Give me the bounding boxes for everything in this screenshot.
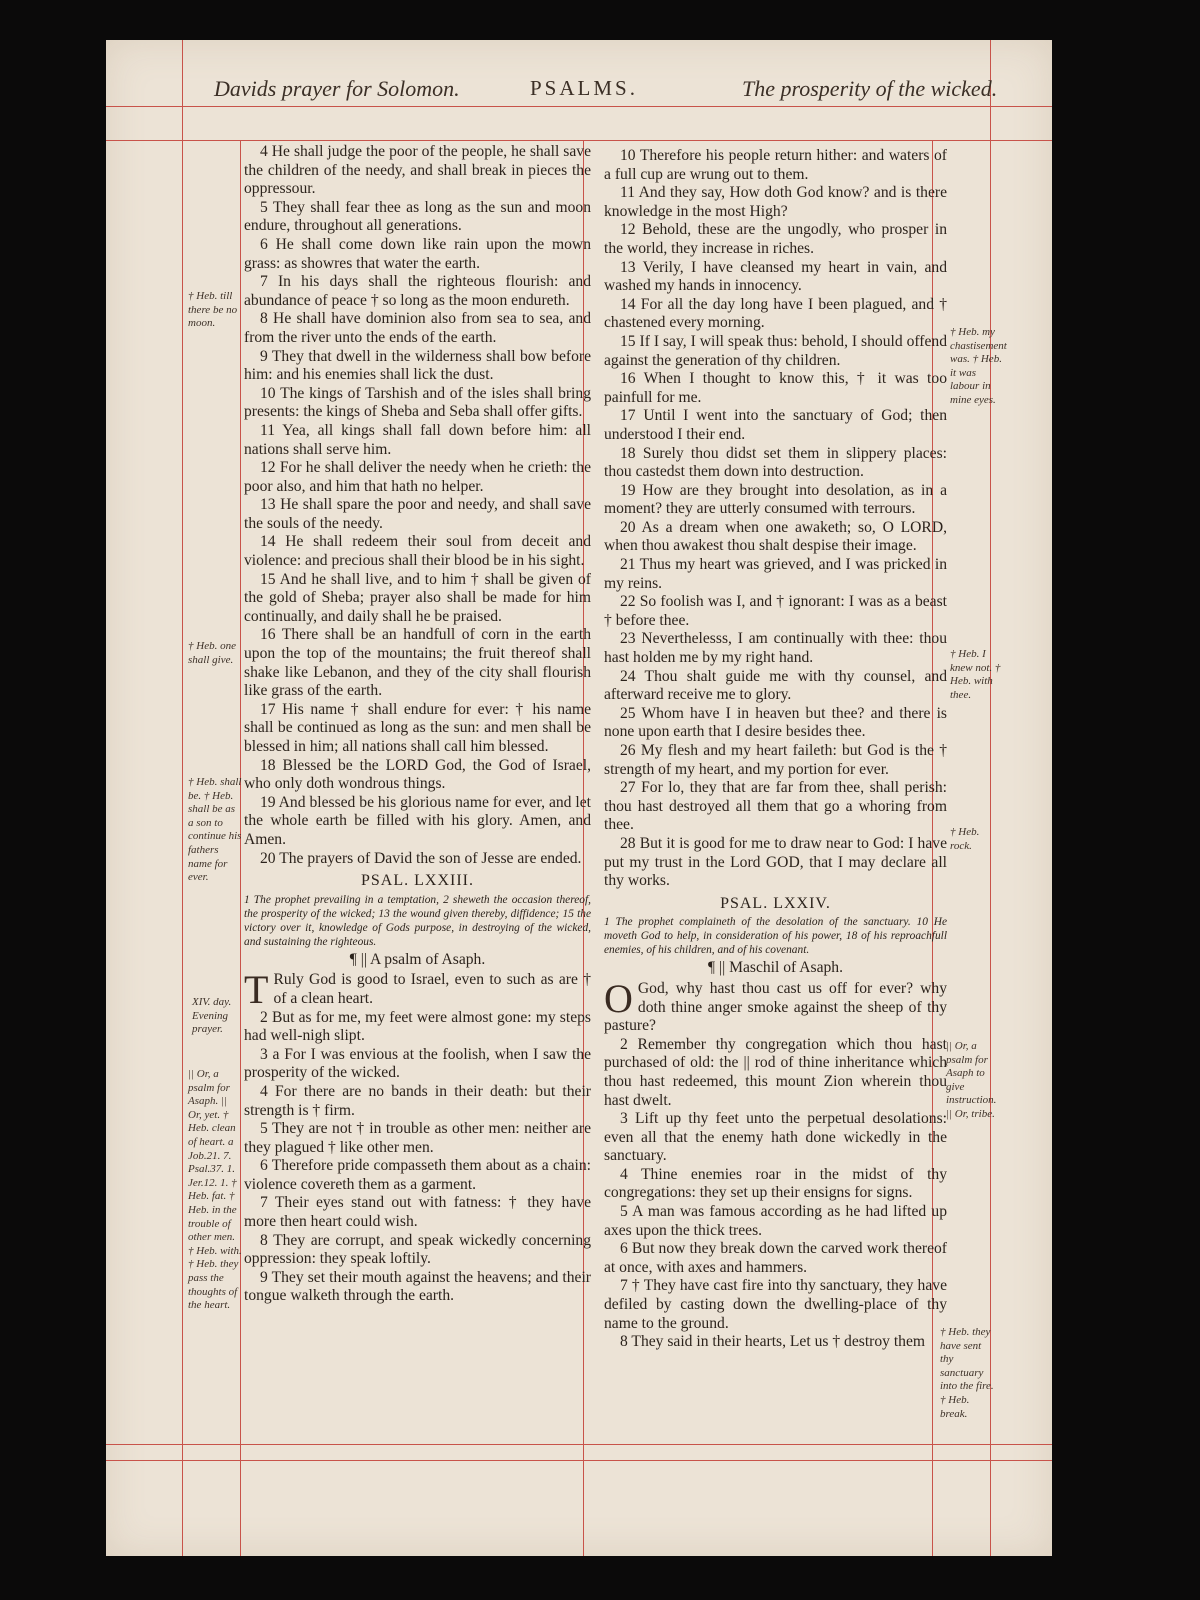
column-left — [244, 143, 591, 1306]
psalm-73-verse-1-text: Ruly God is good to Israel, even to such as are † of a clean heart. — [273, 971, 591, 1007]
verse: 7 Their eyes stand out with fatness: † they have more then heart could wish. — [244, 1194, 591, 1231]
verse: 18 Surely thou didst set them in slippery places: thou castedst them down into destruction. — [604, 444, 947, 481]
verse: 16 When I thought to know this, † it was too painfull for me. — [604, 370, 947, 406]
verse: 5 They are not † in trouble as other men: neither are they plagued † like other men. — [244, 1120, 591, 1156]
verse: 7 In his days shall the righteous flourish: and abundance of peace † so long as the moon endureth. — [244, 273, 591, 309]
verse: 20 The prayers of David the son of Jesse are ended. — [260, 849, 582, 867]
verse: 7 † They have cast fire into thy sanctuary, they have defiled by casting down the dwelling-place of thy name to the ground. — [604, 1277, 947, 1332]
verse: 11 And they say, How doth God know? and is there knowledge in the most High? — [604, 184, 947, 220]
verse: 9 They set their mouth against the heavens; and their tongue walketh through the earth. — [244, 1268, 591, 1305]
verse: 5 A man was famous according as he had lifted up axes upon the thick trees. — [604, 1203, 947, 1239]
verse: 27 For lo, they that are far from thee, shall perish: thou hast destroyed all them that go a whoring from thee. — [604, 779, 947, 834]
psalm-73-summary: 1 The prophet prevailing in a temptation, 2 sheweth the occasion thereof, the prosperity of the wicked; 13 the wound given thereby, diffidence; 15 the victory over it, knowledge of Gods purpose, in destroying of the wicked, and sustaining the righteous. — [244, 893, 591, 948]
verse: 13 He shall spare the poor and needy, and shall save the souls of the needy. — [244, 496, 591, 532]
psalm-72-verses — [244, 143, 591, 868]
verse: 28 But it is good for me to draw near to God: I have put my trust in the Lord GOD, that I may declare all thy works. — [604, 834, 947, 890]
verse: 22 So foolish was I, and † ignorant: I was as a beast † before thee. — [604, 593, 947, 629]
verse: 13 Verily, I have cleansed my heart in vain, and washed my hands in innocency. — [604, 258, 947, 295]
verse: 2 But as for me, my feet were almost gone: my steps had well-nigh slipt. — [244, 1008, 591, 1045]
verse: 11 Yea, all kings shall fall down before him: all nations shall serve him. — [244, 421, 591, 458]
column-right — [604, 147, 947, 1352]
verse: 23 Neverthelesss, I am continually with thee: thou hast holden me by my right hand. — [604, 630, 947, 667]
verse: 24 Thou shalt guide me with thy counsel, and afterward receive me to glory. — [604, 667, 947, 704]
verse: 10 The kings of Tarshish and of the isles shall bring presents: the kings of Sheba and Seba shall offer gifts. — [244, 384, 591, 421]
verse: 20 As a dream when one awaketh; so, O LORD, when thou awakest thou shalt despise their image. — [604, 518, 947, 555]
verse: 9 They that dwell in the wilderness shall bow before him: and his enemies shall lick the dust. — [244, 347, 591, 384]
verse: 14 He shall redeem their soul from deceit and violence: and precious shall their blood be in his sight. — [244, 533, 591, 570]
psalm-73-heading: PSAL. LXXIII. — [361, 872, 474, 890]
margin-note-left-4: XIV. day. Evening prayer. — [192, 996, 232, 1036]
psalm-73-verse-1 — [244, 967, 591, 1013]
psalm-74-verse-1-text: God, why hast thou cast us off for ever? why doth thine anger smoke against the sheep of thy pasture? — [604, 979, 947, 1035]
psalm-73-verses-a — [244, 1009, 591, 1307]
running-head-right: The prosperity of the wicked. — [742, 76, 998, 101]
rule-head — [106, 140, 1052, 141]
verse: 21 Thus my heart was grieved, and I was pricked in my reins. — [604, 556, 947, 592]
margin-note-right-4: || Or, a psalm for Asaph to give instruction. || Or, tribe. — [946, 1040, 997, 1120]
psalm-73-title: ¶ || A psalm of Asaph. — [349, 950, 486, 968]
verse: 12 For he shall deliver the needy when he crieth: the poor also, and him that hath no helper. — [244, 459, 591, 495]
verse: 18 Blessed be the LORD God, the God of Israel, who only doth wondrous things. — [244, 756, 591, 793]
rule-bottom-2 — [106, 1460, 1052, 1461]
verse: 5 They shall fear thee as long as the sun and moon endure, throughout all generations. — [244, 198, 591, 235]
verse: 4 For there are no bands in their death: but their strength is † firm. — [244, 1082, 591, 1119]
verse: 3 Lift up thy feet unto the perpetual desolations: even all that the enemy hath done wickedly in the sanctuary. — [604, 1110, 947, 1165]
drop-cap-o: O — [604, 975, 633, 1021]
psalm-74-title: ¶ || Maschil of Asaph. — [707, 959, 843, 977]
verse: 10 Therefore his people return hither: and waters of a full cup are wrung out to them. — [604, 147, 947, 183]
margin-note-right-2: † Heb. I knew not. † Heb. with thee. — [950, 648, 1001, 701]
verse: 17 Until I went into the sanctuary of God; then understood I their end. — [604, 407, 947, 443]
drop-cap-t: T — [244, 967, 269, 1013]
psalm-74-heading: PSAL. LXXIV. — [720, 894, 831, 912]
rule-bottom-1 — [106, 1444, 1052, 1445]
verse: 8 They are corrupt, and speak wickedly concerning oppression: they speak loftily. — [244, 1231, 591, 1268]
verse: 4 Thine enemies roar in the midst of thy congregations: they set up their ensigns for signs. — [604, 1165, 947, 1202]
margin-note-left-2: † Heb. one shall give. — [188, 640, 236, 666]
margin-note-left-1: † Heb. till there be no moon. — [188, 290, 238, 330]
running-head-left: Davids prayer for Solomon. — [214, 76, 460, 101]
psalm-74-verse-1 — [604, 975, 947, 1036]
margin-note-right-5: † Heb. they have sent thy sanctuary into the fire. † Heb. break. — [940, 1326, 994, 1420]
verse: 4 He shall judge the poor of the people, he shall save the children of the needy, and shall break in pieces the oppressour. — [244, 143, 591, 198]
verse: 16 There shall be an handfull of corn in the earth upon the top of the mountains; the fruit thereof shall shake like Lebanon, and they of the city shall flourish like grass of the earth. — [244, 626, 591, 700]
verse: 15 If I say, I will speak thus: behold, I should offend against the generation of thy children. — [604, 332, 947, 369]
running-head — [0, 70, 998, 110]
verse: 26 My flesh and my heart faileth: but God is the † strength of my heart, and my portion for ever. — [604, 742, 947, 778]
verse: 12 Behold, these are the ungodly, who prosper in the world, they increase in riches. — [604, 221, 947, 257]
verse: 6 Therefore pride compasseth them about as a chain: violence covereth them as a garment. — [244, 1157, 591, 1193]
verse: 14 For all the day long have I been plagued, and † chastened every morning. — [604, 295, 947, 332]
psalm-74-summary: 1 The prophet complaineth of the desolation of the sanctuary. 10 He moveth God to help, in consideration of his power, 18 of his reproachfull enemies, of his children, and of his covenant. — [604, 916, 947, 957]
running-head-center: PSALMS. — [530, 76, 638, 100]
verse: 15 And he shall live, and to him † shall be given of the gold of Sheba; prayer also shall be made for him continually, and daily shall he be praised. — [244, 570, 591, 625]
verse: 8 He shall have dominion also from sea to sea, and from the river unto the ends of the earth. — [244, 310, 591, 346]
verse: 6 He shall come down like rain upon the mown grass: as showres that water the earth. — [244, 235, 591, 272]
psalm-73-verses-b — [604, 147, 947, 891]
verse: 2 Remember thy congregation which thou hast purchased of old: the || rod of thine inheritance which thou hast redeemed, this mount Zion wherein thou hast dwelt. — [604, 1035, 947, 1109]
verse: 8 They said in their hearts, Let us † destroy them — [620, 1333, 926, 1351]
verse: 19 And blessed be his glorious name for ever, and let the whole earth be filled with his glory. Amen, and Amen. — [244, 793, 591, 848]
verse: 25 Whom have I in heaven but thee? and there is none upon earth that I desire besides thee. — [604, 704, 947, 741]
verse: 19 How are they brought into desolation, as in a moment? they are utterly consumed with terrours. — [604, 481, 947, 518]
rule-left-outer — [182, 40, 183, 1556]
verse: 17 His name † shall endure for ever: † his name shall be continued as long as the sun: and men shall be blessed in him; all nations shall call him blessed. — [244, 700, 591, 755]
margin-note-left-5: || Or, a psalm for Asaph. || Or, yet. † Heb. clean of heart. a Job.21. 7. Psal.37. 1. Jer.12. 1. † Heb. fat. † Heb. in the trouble of other men. † Heb. with. † Heb. they pass the thoughts of the heart. — [188, 1068, 242, 1312]
margin-note-right-3: † Heb. rock. — [950, 826, 980, 852]
margin-note-left-3: † Heb. shall be. † Heb. shall be as a son to continue his fathers name for ever. — [188, 776, 242, 884]
verse: 3 a For I was envious at the foolish, when I saw the prosperity of the wicked. — [244, 1045, 591, 1082]
margin-note-right-1: † Heb. my chastisement was. † Heb. it was labour in mine eyes. — [950, 326, 1007, 406]
verse: 6 But now they break down the carved work thereof at once, with axes and hammers. — [604, 1240, 947, 1276]
psalm-74-verses — [604, 1036, 947, 1352]
